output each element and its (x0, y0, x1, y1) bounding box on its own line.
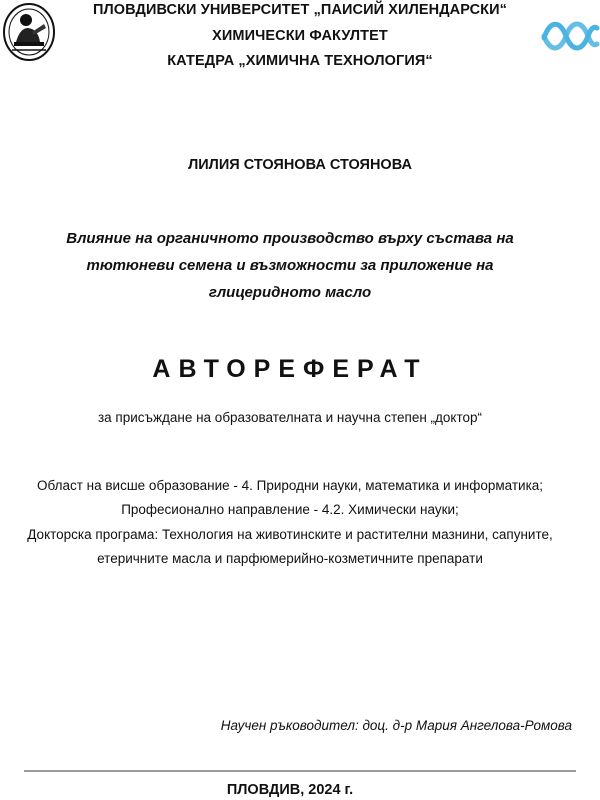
doctoral-program-continued: етеричните масла и парфюмерийно-козметичните препарати (97, 551, 483, 566)
author-name: ЛИЛИЯ СТОЯНОВА СТОЯНОВА (188, 157, 412, 173)
thesis-title-line: тютюневи семена и възможности за приложение на (86, 257, 494, 274)
university-seal-icon (2, 2, 56, 62)
thesis-title-line: глицеридното масло (208, 284, 372, 301)
department-name: КАТЕДРА „ХИМИЧНА ТЕХНОЛОГИЯ“ (167, 53, 433, 69)
faculty-wave-logo-icon (540, 14, 600, 58)
document-type-heading: АВТОРЕФЕРАТ (152, 355, 428, 383)
thesis-title-line: Влияние на органичното производство върху състава на (66, 230, 514, 247)
footer-divider (24, 770, 576, 772)
faculty-name: ХИМИЧЕСКИ ФАКУЛТЕТ (212, 28, 388, 44)
professional-field: Професионално направление - 4.2. Химически науки; (121, 502, 459, 517)
education-area: Област на висше образование - 4. Природни науки, математика и информатика; (36, 478, 544, 493)
scientific-supervisor: Научен ръководител: доц. д-р Мария Ангелова-Ромова (220, 718, 572, 733)
place-and-year: ПЛОВДИВ, 2024 г. (226, 782, 354, 798)
university-name: ПЛОВДИВСКИ УНИВЕРСИТЕТ „ПАИСИЙ ХИЛЕНДАРСКИ“ (93, 2, 507, 18)
degree-purpose: за присъждане на образователната и научна степен „доктор“ (97, 410, 483, 425)
doctoral-program: Докторска програма: Технология на животинските и растителни мазнини, сапуните, (27, 527, 553, 542)
